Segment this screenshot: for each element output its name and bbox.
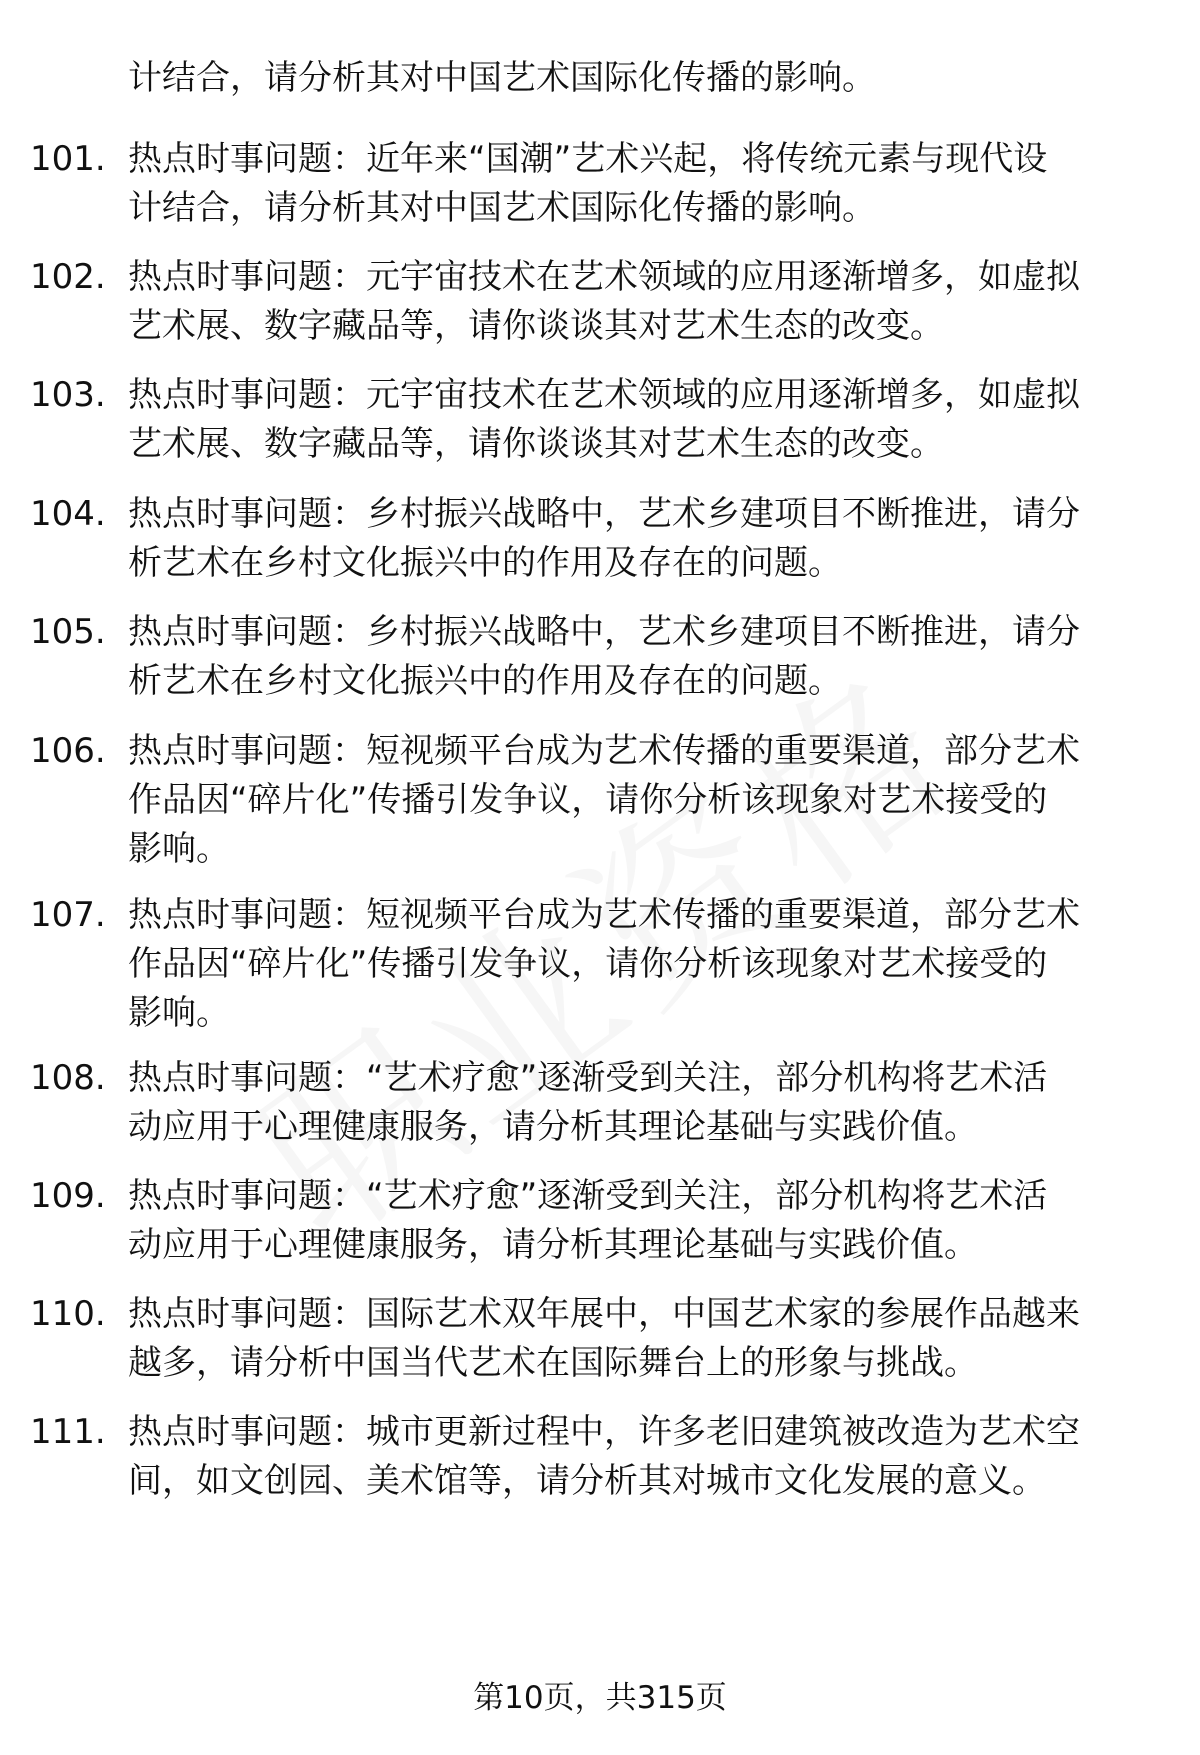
question-text: 热点时事问题：元宇宙技术在艺术领域的应用逐渐增多，如虚拟 艺术展、数字藏品等，请你谈谈其对艺术生态的改变。 (128, 257, 1080, 346)
question-number: 110. (30, 1294, 106, 1334)
question-item (30, 490, 1140, 588)
question-number: 102. (30, 257, 106, 297)
question-text: 热点时事问题：短视频平台成为艺术传播的重要渠道，部分艺术 作品因“碎片化”传播引发争议，请你分析该现象对艺术接受的 影响。 (128, 895, 1080, 1033)
question-number: 108. (30, 1058, 106, 1098)
question-item (30, 135, 1140, 233)
question-item (30, 891, 1140, 1038)
question-text: 热点时事问题：乡村振兴战略中，艺术乡建项目不断推进，请分 析艺术在乡村文化振兴中的作用及存在的问题。 (128, 494, 1080, 583)
continued-text: 计结合，请分析其对中国艺术国际化传播的影响。 (128, 58, 876, 98)
question-text: 热点时事问题：“艺术疗愈”逐渐受到关注，部分机构将艺术活 动应用于心理健康服务，请分析其理论基础与实践价值。 (128, 1058, 1048, 1147)
question-number: 103. (30, 375, 106, 415)
question-text: 热点时事问题：“艺术疗愈”逐渐受到关注，部分机构将艺术活 动应用于心理健康服务，请分析其理论基础与实践价值。 (128, 1176, 1048, 1265)
question-item (30, 727, 1140, 874)
question-number: 104. (30, 494, 106, 534)
question-item (30, 253, 1140, 351)
question-number: 111. (30, 1412, 106, 1452)
question-number: 107. (30, 895, 106, 935)
question-text: 热点时事问题：近年来“国潮”艺术兴起，将传统元素与现代设 计结合，请分析其对中国艺术国际化传播的影响。 (128, 139, 1048, 228)
question-number: 106. (30, 731, 106, 771)
question-item (30, 1172, 1140, 1270)
page-counter: 第10页，共315页 (473, 1680, 727, 1716)
question-item (30, 1408, 1140, 1506)
question-text: 热点时事问题：乡村振兴战略中，艺术乡建项目不断推进，请分 析艺术在乡村文化振兴中的作用及存在的问题。 (128, 612, 1080, 701)
question-text: 热点时事问题：国际艺术双年展中，中国艺术家的参展作品越来 越多，请分析中国当代艺术在国际舞台上的形象与挑战。 (128, 1294, 1080, 1383)
question-item (30, 371, 1140, 469)
question-number: 105. (30, 612, 106, 652)
question-number: 101. (30, 139, 106, 179)
question-item (30, 1054, 1140, 1152)
question-item (30, 608, 1140, 706)
question-number: 109. (30, 1176, 106, 1216)
question-item (30, 1290, 1140, 1388)
question-text: 热点时事问题：短视频平台成为艺术传播的重要渠道，部分艺术 作品因“碎片化”传播引发争议，请你分析该现象对艺术接受的 影响。 (128, 731, 1080, 869)
question-text: 热点时事问题：元宇宙技术在艺术领域的应用逐渐增多，如虚拟 艺术展、数字藏品等，请你谈谈其对艺术生态的改变。 (128, 375, 1080, 464)
question-text: 热点时事问题：城市更新过程中，许多老旧建筑被改造为艺术空 间，如文创园、美术馆等，请分析其对城市文化发展的意义。 (128, 1412, 1080, 1501)
